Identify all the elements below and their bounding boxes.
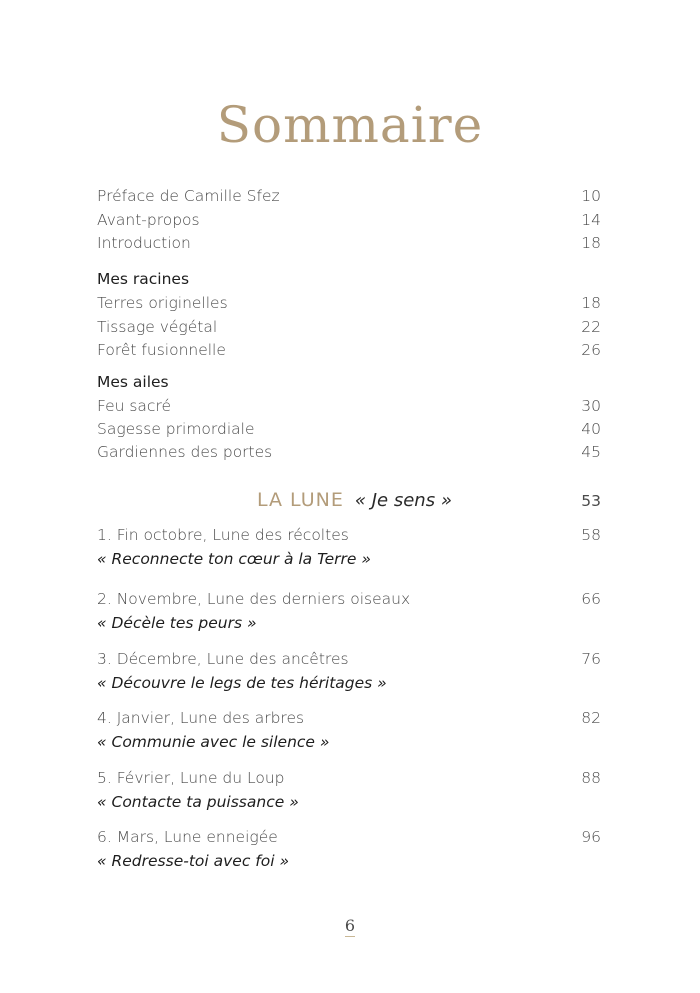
- toc-entry[interactable]: [97, 420, 601, 438]
- chapter-subtitle: « Communie avec le silence »: [97, 733, 330, 751]
- chapter-entry[interactable]: [97, 650, 601, 668]
- toc-entry-label: Terres originelles: [97, 294, 228, 312]
- toc-entry[interactable]: [97, 187, 601, 205]
- chapter-entry[interactable]: [97, 828, 601, 846]
- chapter-page: 88: [581, 769, 601, 787]
- chapter-entry[interactable]: [97, 709, 601, 727]
- chapter-page: 58: [581, 526, 601, 544]
- toc-entry-page: 10: [581, 187, 601, 205]
- part-page: 53: [581, 492, 601, 510]
- chapter-entry[interactable]: [97, 526, 601, 544]
- toc-entry[interactable]: [97, 397, 601, 415]
- part-quote: « Je sens »: [354, 490, 452, 511]
- chapter-subtitle: « Reconnecte ton cœur à la Terre »: [97, 550, 371, 568]
- toc-entry-label: Tissage végétal: [97, 318, 218, 336]
- chapter-subtitle: « Contacte ta puissance »: [97, 793, 299, 811]
- toc-entry-label: Introduction: [97, 234, 191, 252]
- chapter-label: 5. Février, Lune du Loup: [97, 769, 285, 787]
- part-heading[interactable]: [257, 489, 601, 511]
- toc-entry[interactable]: [97, 443, 601, 461]
- section-heading: Mes racines: [97, 270, 190, 288]
- section-heading: Mes ailes: [97, 373, 169, 391]
- chapter-entry[interactable]: [97, 590, 601, 608]
- toc-entry-page: 18: [581, 294, 601, 312]
- toc-entry[interactable]: [97, 318, 601, 336]
- chapter-label: 1. Fin octobre, Lune des récoltes: [97, 526, 349, 544]
- chapter-label: 3. Décembre, Lune des ancêtres: [97, 650, 349, 668]
- chapter-subtitle: « Redresse-toi avec foi »: [97, 852, 290, 870]
- toc-entry-label: Sagesse primordiale: [97, 420, 255, 438]
- toc-entry-label: Feu sacré: [97, 397, 172, 415]
- chapter-label: 2. Novembre, Lune des derniers oiseaux: [97, 590, 411, 608]
- toc-entry-label: Avant-propos: [97, 211, 200, 229]
- chapter-subtitle: « Décèle tes peurs »: [97, 614, 257, 632]
- chapter-page: 66: [581, 590, 601, 608]
- toc-entry[interactable]: [97, 294, 601, 312]
- chapter-page: 76: [581, 650, 601, 668]
- toc-entry-page: 18: [581, 234, 601, 252]
- toc-entry-page: 26: [581, 341, 601, 359]
- part-label: LA LUNE: [257, 489, 344, 511]
- chapter-page: 96: [581, 828, 601, 846]
- toc-entry-page: 14: [581, 211, 601, 229]
- chapter-subtitle: « Découvre le legs de tes héritages »: [97, 674, 387, 692]
- toc-entry-page: 45: [581, 443, 601, 461]
- toc-entry-page: 40: [581, 420, 601, 438]
- chapter-label: 4. Janvier, Lune des arbres: [97, 709, 305, 727]
- toc-entry[interactable]: [97, 211, 601, 229]
- toc-entry-label: Préface de Camille Sfez: [97, 187, 280, 205]
- page-number: [0, 916, 700, 935]
- toc-entry-label: Gardiennes des portes: [97, 443, 273, 461]
- page-title: Sommaire: [216, 96, 484, 154]
- chapter-page: 82: [581, 709, 601, 727]
- toc-entry[interactable]: [97, 341, 601, 359]
- page-number-value: 6: [344, 916, 356, 935]
- toc-entry-page: 22: [581, 318, 601, 336]
- toc-entry-page: 30: [581, 397, 601, 415]
- chapter-label: 6. Mars, Lune enneigée: [97, 828, 278, 846]
- toc-entry-label: Forêt fusionnelle: [97, 341, 226, 359]
- toc-entry[interactable]: [97, 234, 601, 252]
- chapter-entry[interactable]: [97, 769, 601, 787]
